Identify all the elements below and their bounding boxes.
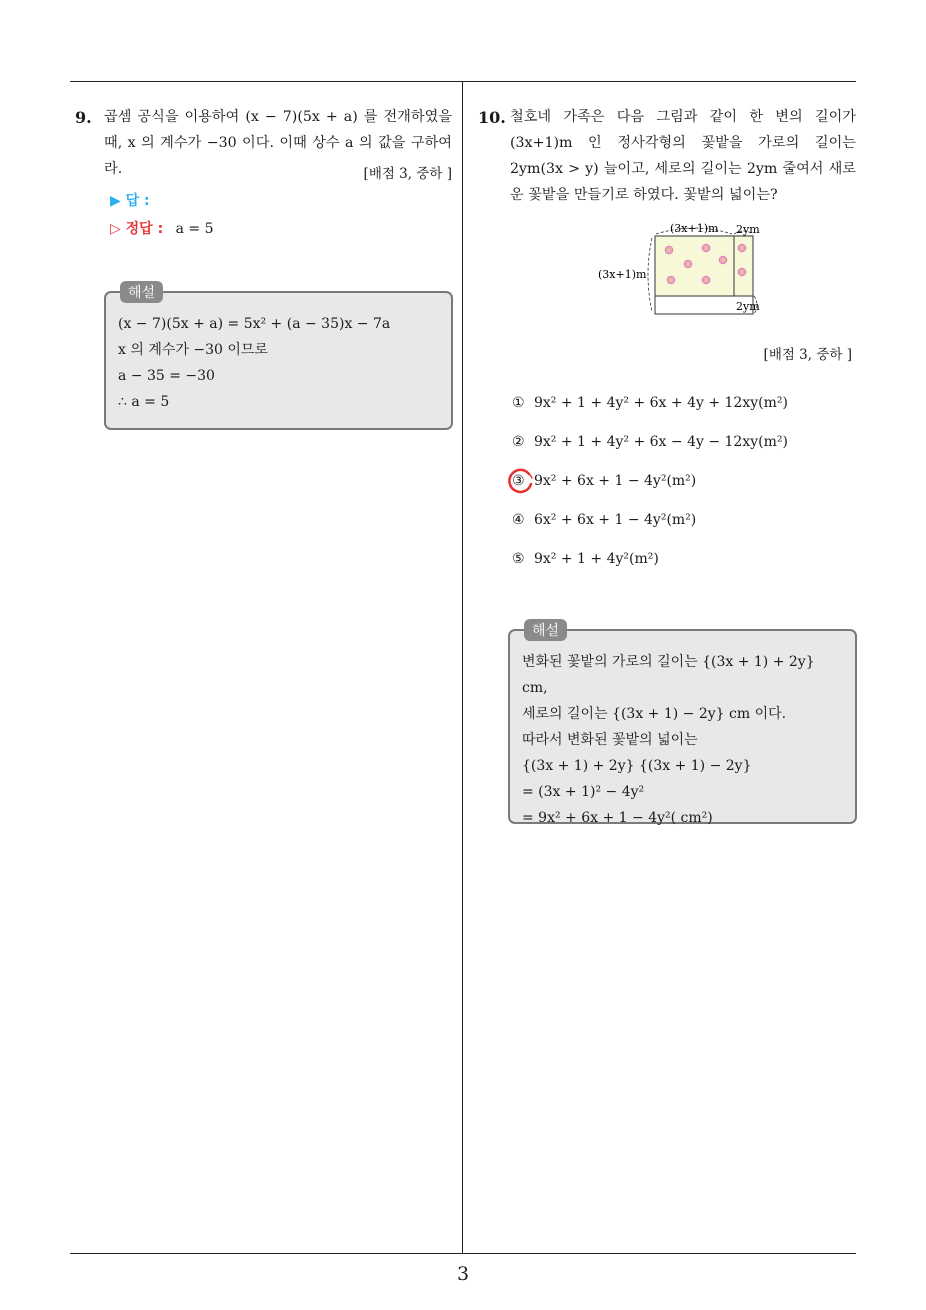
- q9-solution-line: x 의 계수가 −30 이므로: [118, 342, 268, 358]
- choice-number: ①: [512, 395, 525, 411]
- choice-text: 6x² + 6x + 1 − 4y²(m²): [534, 512, 697, 528]
- q10-solution-box: [508, 629, 857, 824]
- choice-text: 9x² + 1 + 4y² + 6x − 4y − 12xy(m²): [534, 434, 788, 450]
- label-top-right: 2ym: [736, 223, 760, 236]
- label-top: (3x+1)m: [670, 222, 719, 235]
- top-rule: [70, 81, 856, 82]
- q10-points: [배점 3, 중하 ]: [763, 347, 852, 363]
- q9-solution-line: a − 35 = −30: [118, 368, 215, 384]
- q9-solution-box: [104, 291, 453, 430]
- q10-solution-line: {(3x + 1) + 2y} {(3x + 1) − 2y}: [522, 758, 752, 774]
- q10-solution-line: 세로의 길이는 {(3x + 1) − 2y} cm 이다.: [522, 706, 787, 722]
- q9-text: 곱셈 공식을 이용하여 (x − 7)(5x + a) 를 전개하였을 때, x 의 계수가 −30 이다. 이때 상수 a 의 값을 구하여라.: [104, 109, 452, 177]
- choice-text: 9x² + 6x + 1 − 4y²(m²): [534, 473, 697, 489]
- q9-number: 9.: [75, 108, 92, 127]
- q9-answer-line: [110, 190, 150, 210]
- label-left: (3x+1)m: [598, 268, 647, 281]
- bottom-rule: [70, 1253, 856, 1254]
- q9-solution-tag: 해설: [120, 281, 163, 303]
- choice-number: ④: [512, 512, 525, 528]
- q10-solution-line: = 9x² + 6x + 1 − 4y²( cm²): [522, 810, 713, 826]
- page-number: 3: [456, 1263, 470, 1285]
- choice-1[interactable]: [512, 395, 788, 411]
- label-bottom-right: 2ym: [736, 300, 760, 313]
- q9-correct-value: a = 5: [175, 221, 214, 237]
- q10-solution-tag: 해설: [524, 619, 567, 641]
- choice-text: 9x² + 1 + 4y² + 6x + 4y + 12xy(m²): [534, 395, 788, 411]
- left-brace: [648, 238, 652, 312]
- q9-answer-label: ▶ 답 :: [110, 193, 150, 209]
- choice-3[interactable]: [512, 473, 696, 489]
- choice-4[interactable]: [512, 512, 696, 528]
- q9-correct-label: ▷ 정답 :: [110, 221, 164, 237]
- q10-solution-line: 변화된 꽃밭의 가로의 길이는 {(3x + 1) + 2y} cm,: [522, 654, 815, 696]
- garden-figure: [596, 218, 776, 322]
- q9-points: [배점 3, 중하 ]: [363, 166, 452, 182]
- q10-solution-line: 따라서 변화된 꽃밭의 넓이는: [522, 732, 698, 748]
- choice-text: 9x² + 1 + 4y²(m²): [534, 551, 659, 567]
- choice-number: ②: [512, 434, 525, 450]
- choice-2[interactable]: [512, 434, 788, 450]
- column-divider: [462, 81, 463, 1253]
- q9-solution-line: (x − 7)(5x + a) = 5x² + (a − 35)x − 7a: [118, 316, 391, 332]
- q10-solution-line: = (3x + 1)² − 4y²: [522, 784, 645, 800]
- choice-number: ⑤: [512, 551, 525, 567]
- q10-number: 10.: [478, 108, 506, 127]
- choice-5[interactable]: [512, 551, 659, 567]
- choice-number: ③: [512, 473, 525, 489]
- q9-solution-line: ∴ a = 5: [118, 394, 170, 410]
- selected-answer-circle-icon: [506, 467, 536, 497]
- q10-text: 철호네 가족은 다음 그림과 같이 한 변의 길이가 (3x+1)m 인 정사각형의 꽃밭을 가로의 길이는 2ym(3x > y) 늘이고, 세로의 길이는 2ym 줄여서 새로운 꽃밭을 만들기로 하였다. 꽃밭의 넓이는?: [510, 109, 856, 203]
- q9-correct-line: [110, 218, 214, 238]
